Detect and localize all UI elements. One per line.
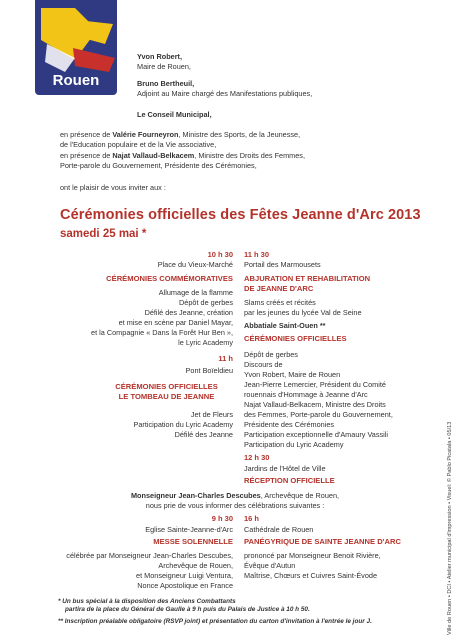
event-details: célébrée par Monseigneur Jean-Charles Descubes, Archevêque de Rouen, et Monseigneur Luigi Ventura, Nonce Apostolique en France: [66, 551, 233, 590]
page-title: Cérémonies officielles des Fêtes Jeanne d'Arc 2013: [60, 207, 421, 223]
invite-text: ont le plaisir de vous inviter aux :: [60, 183, 166, 192]
mayor-name: Yvon Robert,: [137, 52, 183, 61]
presence-line-4: Porte-parole du Gouvernement, Présidente des Cérémonies,: [60, 161, 257, 170]
presence-line-1: en présence de Valérie Fourneyron, Ministre des Sports, de la Jeunesse,: [60, 130, 301, 139]
event-date: samedi 25 mai *: [60, 228, 147, 240]
event-time: 10 h 30: [207, 250, 233, 259]
event-details: prononcé par Monseigneur Benoit Rivière, Évêque d'Autun Maîtrise, Chœurs et Cuivres Saint-Évode: [244, 551, 381, 580]
event-place: Eglise Sainte-Jeanne-d'Arc: [145, 525, 233, 534]
mayor-role: Maire de Rouen,: [137, 62, 191, 71]
event-time: 16 h: [244, 514, 260, 523]
event-place: Cathédrale de Rouen: [244, 525, 314, 534]
logo-text: Rouen: [52, 72, 100, 89]
event-title: RÉCEPTION OFFICIELLE: [244, 476, 335, 485]
right-column: [244, 250, 444, 486]
event-title: CÉRÉMONIES COMMÉMORATIVES: [106, 274, 233, 283]
council: Le Conseil Municipal,: [137, 110, 212, 119]
event-place: Pont Boïeldieu: [185, 366, 233, 375]
event-details: Allumage de la flamme Dépôt de gerbes Défilé des Jeanne, création et mise en scène par Daniel Mayar, et la Compagnie « Dans la Forêt Hur Ben », le Lyric Academy: [91, 288, 233, 347]
left-column-2: [40, 354, 233, 440]
event-time: 11 h 30: [244, 250, 270, 259]
panegyric-block: [244, 514, 444, 581]
event-details: Jet de Fleurs Participation du Lyric Academy Défilé des Jeanne: [133, 410, 233, 439]
event-time: 9 h 30: [211, 514, 233, 523]
footnotes: * Un bus spécial à la disposition des Anciens Combattants partira de la place du Général de Gaulle à 9 h puis du Palais de Justice à 10 h 50. ** Inscription préalable obligatoire (RSVP joint) et présentation du carton d'invitation à l'entrée le jour J.: [58, 598, 372, 625]
event-place: Abbatiale Saint-Ouen **: [244, 321, 326, 330]
event-place: Place du Vieux-Marché: [157, 260, 233, 269]
vertical-credit: Ville de Rouen • DCI • Atelier municipal d'impression • Visuel: © Pablo Picatala • 05/13: [447, 421, 453, 635]
presence-line-2: de l'Education populaire et de la Vie associative,: [60, 140, 217, 149]
event-details: Slams créés et récités par les jeunes du lycée Val de Seine: [244, 298, 362, 317]
event-time: 11 h: [218, 354, 233, 363]
deputy-name: Bruno Bertheuil,: [137, 79, 195, 88]
presence-line-3: en présence de Najat Vallaud-Belkacem, Ministre des Droits des Femmes,: [60, 151, 305, 160]
event-place: Jardins de l'Hôtel de Ville: [244, 464, 326, 473]
event-title: CÉRÉMONIES OFFICIELLES: [244, 334, 347, 343]
event-title: MESSE SOLENNELLE: [153, 537, 233, 546]
event-time: 12 h 30: [244, 453, 270, 462]
left-column: [40, 250, 233, 348]
event-place: Portail des Marmousets: [244, 260, 321, 269]
archbishop-intro: Monseigneur Jean-Charles Descubes, Archevêque de Rouen, nous prie de vous informer des célébrations suivantes :: [130, 491, 340, 510]
deputy-role: Adjoint au Maire chargé des Manifestations publiques,: [137, 89, 313, 98]
event-details: Dépôt de gerbes Discours de Yvon Robert, Maire de Rouen Jean-Pierre Lemercier, Président du Comité rouennais d'Hommage à Jeanne d'Arc Najat Vallaud-Belkacem, Ministre des Droits des Femmes, Porte-parole du Gouvernement, Présidente des Cérémonies Participation exceptionnelle d'Amaury Vassili Participation du Lyric Academy: [244, 350, 393, 449]
event-title: PANÉGYRIQUE DE SAINTE JEANNE D'ARC: [244, 537, 401, 546]
event-title: ABJURATION ET REHABILITATION DE JEANNE D'ARC: [244, 274, 371, 293]
rouen-logo: [35, 0, 117, 95]
event-title: CÉRÉMONIES OFFICIELLES LE TOMBEAU DE JEANNE: [115, 382, 218, 401]
mass-block: [30, 514, 233, 591]
